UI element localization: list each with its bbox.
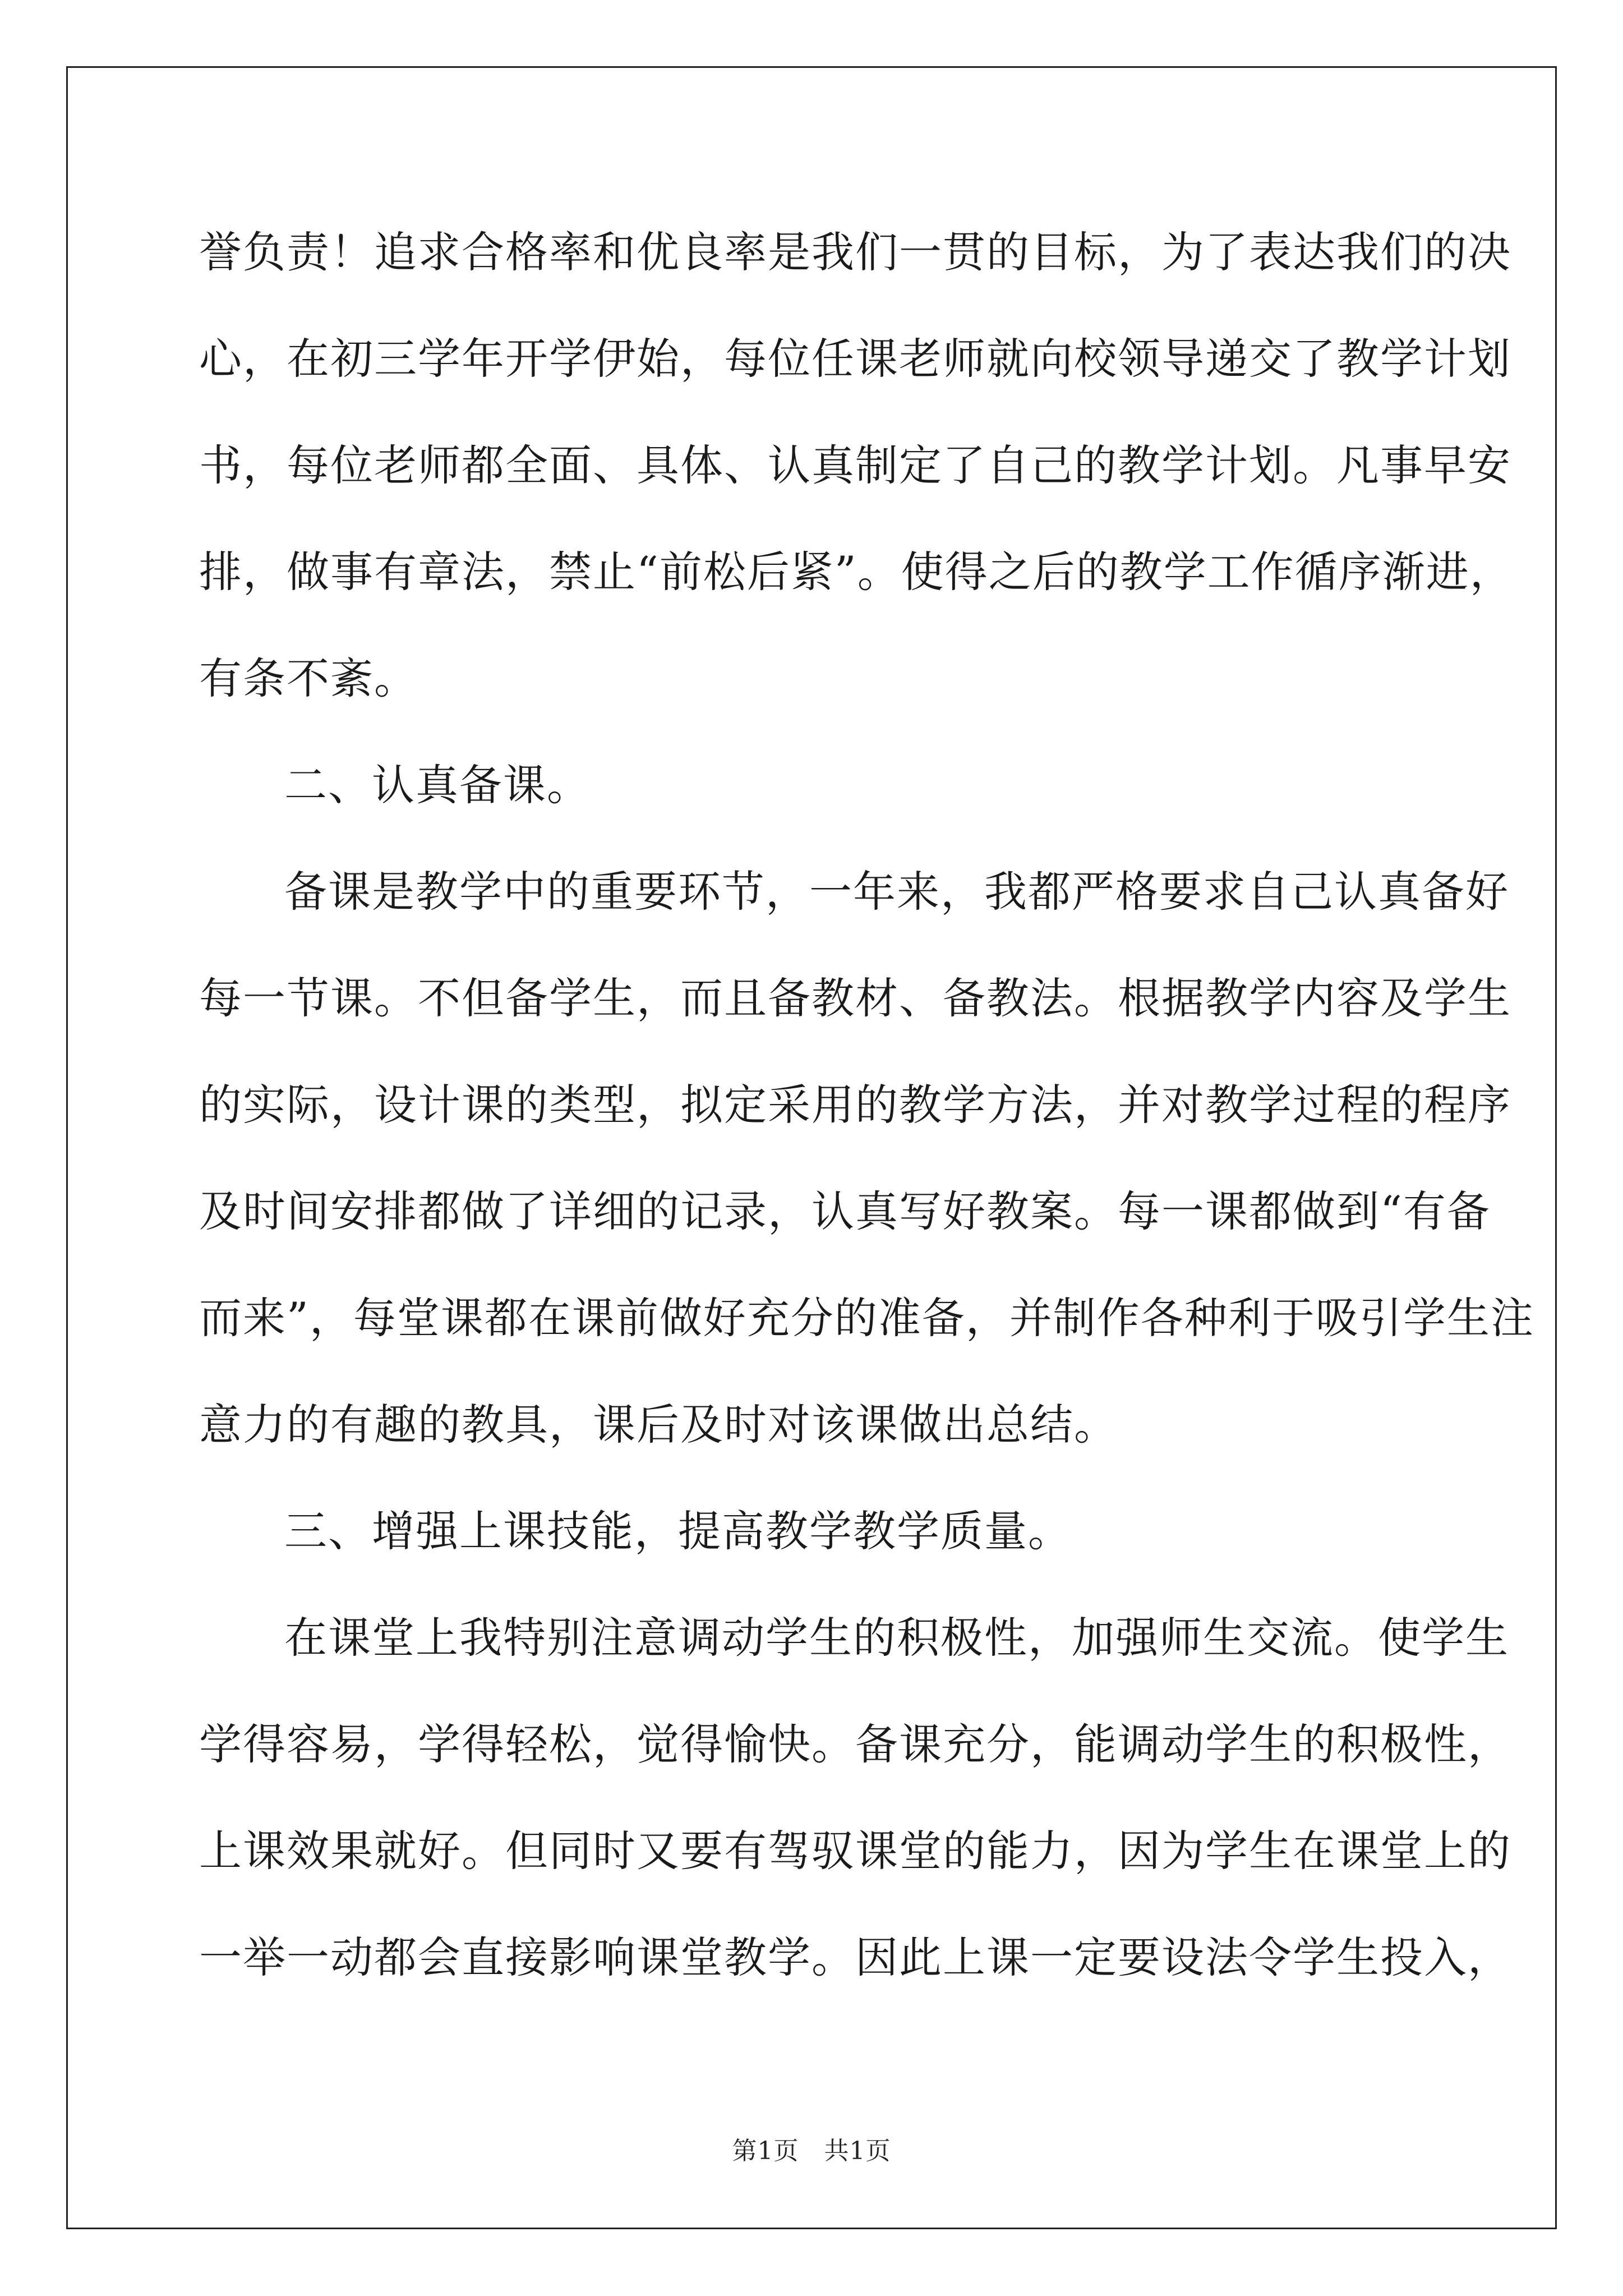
text-line: 而来”，每堂课都在课前做好充分的准备，并制作各种利于吸引学生注 bbox=[199, 1293, 1534, 1343]
text-line: 上课效果就好。但同时又要有驾驭课堂的能力，因为学生在课堂上的 bbox=[199, 1826, 1511, 1876]
text-line: 一举一动都会直接影响课堂教学。因此上课一定要设法令学生投入， bbox=[199, 1932, 1511, 1982]
text-line: 意力的有趣的教具，课后及时对该课做出总结。 bbox=[199, 1400, 1118, 1450]
text-line: 的实际，设计课的类型，拟定采用的教学方法，并对教学过程的程序 bbox=[199, 1080, 1511, 1130]
section-heading: 二、认真备课。 bbox=[284, 760, 591, 810]
text-line: 每一节课。不但备学生，而且备教材、备教法。根据教学内容及学生 bbox=[199, 973, 1511, 1023]
text-line: 书，每位老师都全面、具体、认真制定了自己的教学计划。凡事早安 bbox=[199, 440, 1511, 490]
text-line: 心，在初三学年开学伊始，每位任课老师就向校领导递交了教学计划 bbox=[199, 334, 1511, 384]
section-heading: 三、增强上课技能，提高教学教学质量。 bbox=[284, 1506, 1072, 1556]
document-body bbox=[199, 199, 1534, 2011]
paragraph-start-line: 在课堂上我特别注意调动学生的积极性，加强师生交流。使学生 bbox=[284, 1613, 1509, 1663]
text-line: 有条不紊。 bbox=[199, 654, 418, 703]
page-footer: 第1页 共1页 bbox=[732, 2137, 891, 2165]
text-line: 及时间安排都做了详细的记录，认真写好教案。每一课都做到“有备 bbox=[199, 1186, 1491, 1236]
text-line: 誉负责！追求合格率和优良率是我们一贯的目标，为了表达我们的决 bbox=[199, 227, 1511, 277]
text-line: 排，做事有章法，禁止“前松后紧”。使得之后的教学工作循序渐进， bbox=[199, 547, 1514, 597]
text-line: 学得容易，学得轻松，觉得愉快。备课充分，能调动学生的积极性， bbox=[199, 1719, 1511, 1769]
paragraph-start-line: 备课是教学中的重要环节，一年来，我都严格要求自己认真备好 bbox=[284, 867, 1509, 917]
